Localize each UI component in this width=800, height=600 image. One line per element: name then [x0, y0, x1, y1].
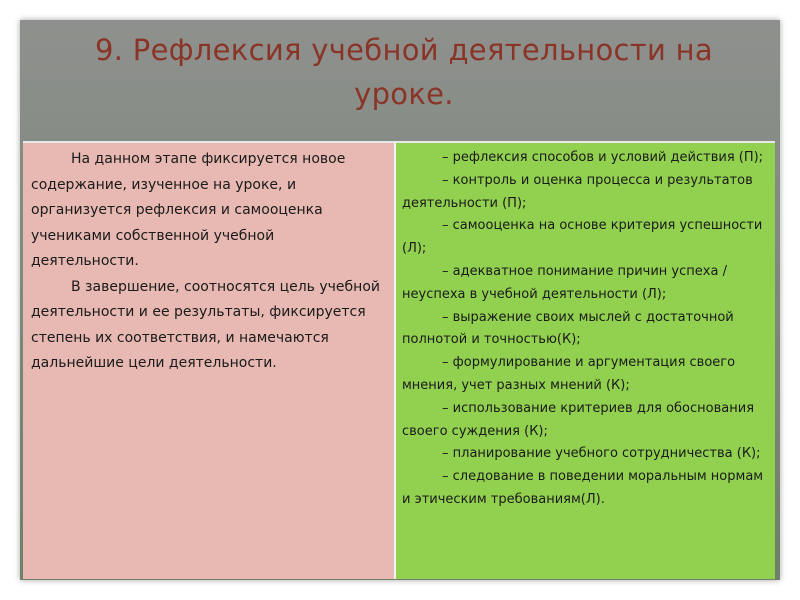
list-item: – рефлексия способов и условий действия (П); [442, 150, 764, 165]
list-item: – планирование учебного сотрудничества (К); [442, 446, 761, 462]
title-line-2: уроке. [354, 77, 454, 111]
slide-title [24, 28, 784, 116]
left-paragraph: На данном этапе фиксируется новое содержание, изученное на уроке, и организуется рефлексия и самооценка учениками собственной учебной деятельности. [31, 151, 346, 269]
list-item: – самооценка на основе критерия успешности (Л); [402, 218, 763, 257]
content-table [23, 141, 775, 579]
list-item: – выражение своих мыслей с достаточной полнотой и точностью(К); [402, 309, 734, 348]
list-item: – следование в поведении моральным нормам и этическим требованиям(Л). [402, 469, 764, 507]
title-line-1: 9. Рефлексия учебной деятельности на [95, 33, 713, 67]
right-column [396, 143, 775, 579]
list-item: – формулирование и аргументация своего мнения, учет разных мнений (К); [402, 355, 736, 393]
list-item: – адекватное понимание причин успеха / неуспеха в учебной деятельности (Л); [402, 263, 727, 302]
list-item: – использование критериев для обоснования своего суждения (К); [402, 400, 755, 439]
left-paragraph: В завершение, соотносятся цель учебной деятельности и ее результаты, фиксируется степень их соответствия, и намечаются дальнейшие цели деятельности. [31, 278, 380, 371]
list-item: – контроль и оценка процесса и результатов деятельности (П); [402, 172, 753, 211]
left-column [23, 143, 396, 579]
